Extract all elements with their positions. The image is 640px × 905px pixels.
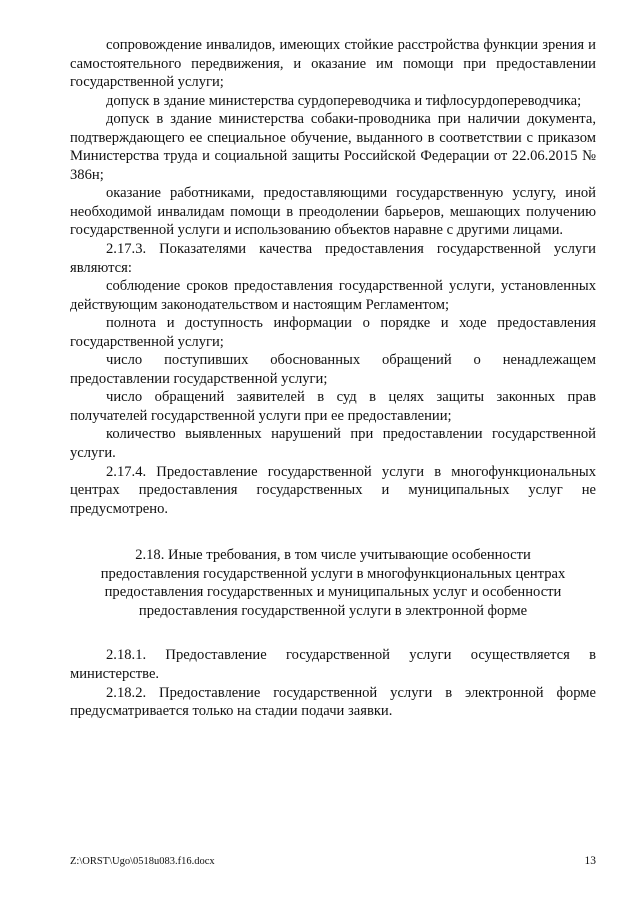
heading-line: предоставления государственных и муниципальных услуг и особенности bbox=[104, 584, 562, 601]
paragraph-guide-dog: допуск в здание министерства собаки-проводника при наличии документа, подтверждающего ее специальное обучение, выданного в соответствии с приказом Министерства труда и социальной защиты Российской Федерации от 22.06.2015 № 386н; bbox=[70, 111, 596, 183]
paragraph-information: полнота и доступность информации о порядке и ходе предоставления государственной услуги; bbox=[70, 315, 596, 350]
section-heading-2-18 bbox=[70, 546, 596, 620]
heading-line: 2.18. Иные требования, в том числе учитывающие особенности bbox=[135, 547, 531, 564]
paragraph-2-17-4: 2.17.4. Предоставление государственной услуги в многофункциональных центрах предоставления государственных и муниципальных услуг не предусмотрено. bbox=[70, 463, 596, 517]
paragraph-escort: сопровождение инвалидов, имеющих стойкие расстройства функции зрения и самостоятельного передвижения, и оказание им помощи при предоставлении государственной услуги; bbox=[70, 37, 596, 91]
heading-line: предоставления государственной услуги в электронной форме bbox=[138, 602, 528, 619]
paragraph-deadlines: соблюдение сроков предоставления государственной услуги, установленных действующим законодательством и настоящим Регламентом; bbox=[70, 278, 596, 313]
heading-line: предоставления государственной услуги в многофункциональных центрах bbox=[100, 565, 566, 582]
page-number: 13 bbox=[584, 855, 596, 867]
paragraph-2-17-3: 2.17.3. Показателями качества предоставления государственной услуги являются: bbox=[70, 241, 596, 276]
paragraph-court: число обращений заявителей в суд в целях защиты законных прав получателей государственной услуги при ее предоставлении; bbox=[70, 389, 596, 424]
paragraph-assistance: оказание работниками, предоставляющими государственную услугу, иной необходимой инвалидам помощи в преодолении барьеров, мешающих получению государственной услуги и использованию объектов наравне с другими лицами. bbox=[70, 185, 596, 239]
paragraph-2-18-2: 2.18.2. Предоставление государственной услуги в электронной форме предусматривается только на стадии подачи заявки. bbox=[70, 684, 596, 720]
paragraph-complaints: число поступивших обоснованных обращений о ненадлежащем предоставлении государственной услуги; bbox=[70, 352, 596, 387]
paragraph-interpreter: допуск в здание министерства сурдопереводчика и тифлосурдопереводчика; bbox=[106, 92, 582, 109]
paragraph-violations: количество выявленных нарушений при предоставлении государственной услуги. bbox=[70, 426, 596, 462]
document-body bbox=[70, 36, 596, 721]
footer-file-path: Z:\ORST\Ugo\0518u083.f16.docx bbox=[70, 856, 215, 867]
paragraph-2-18-1: 2.18.1. Предоставление государственной услуги осуществляется в министерстве. bbox=[70, 647, 596, 682]
